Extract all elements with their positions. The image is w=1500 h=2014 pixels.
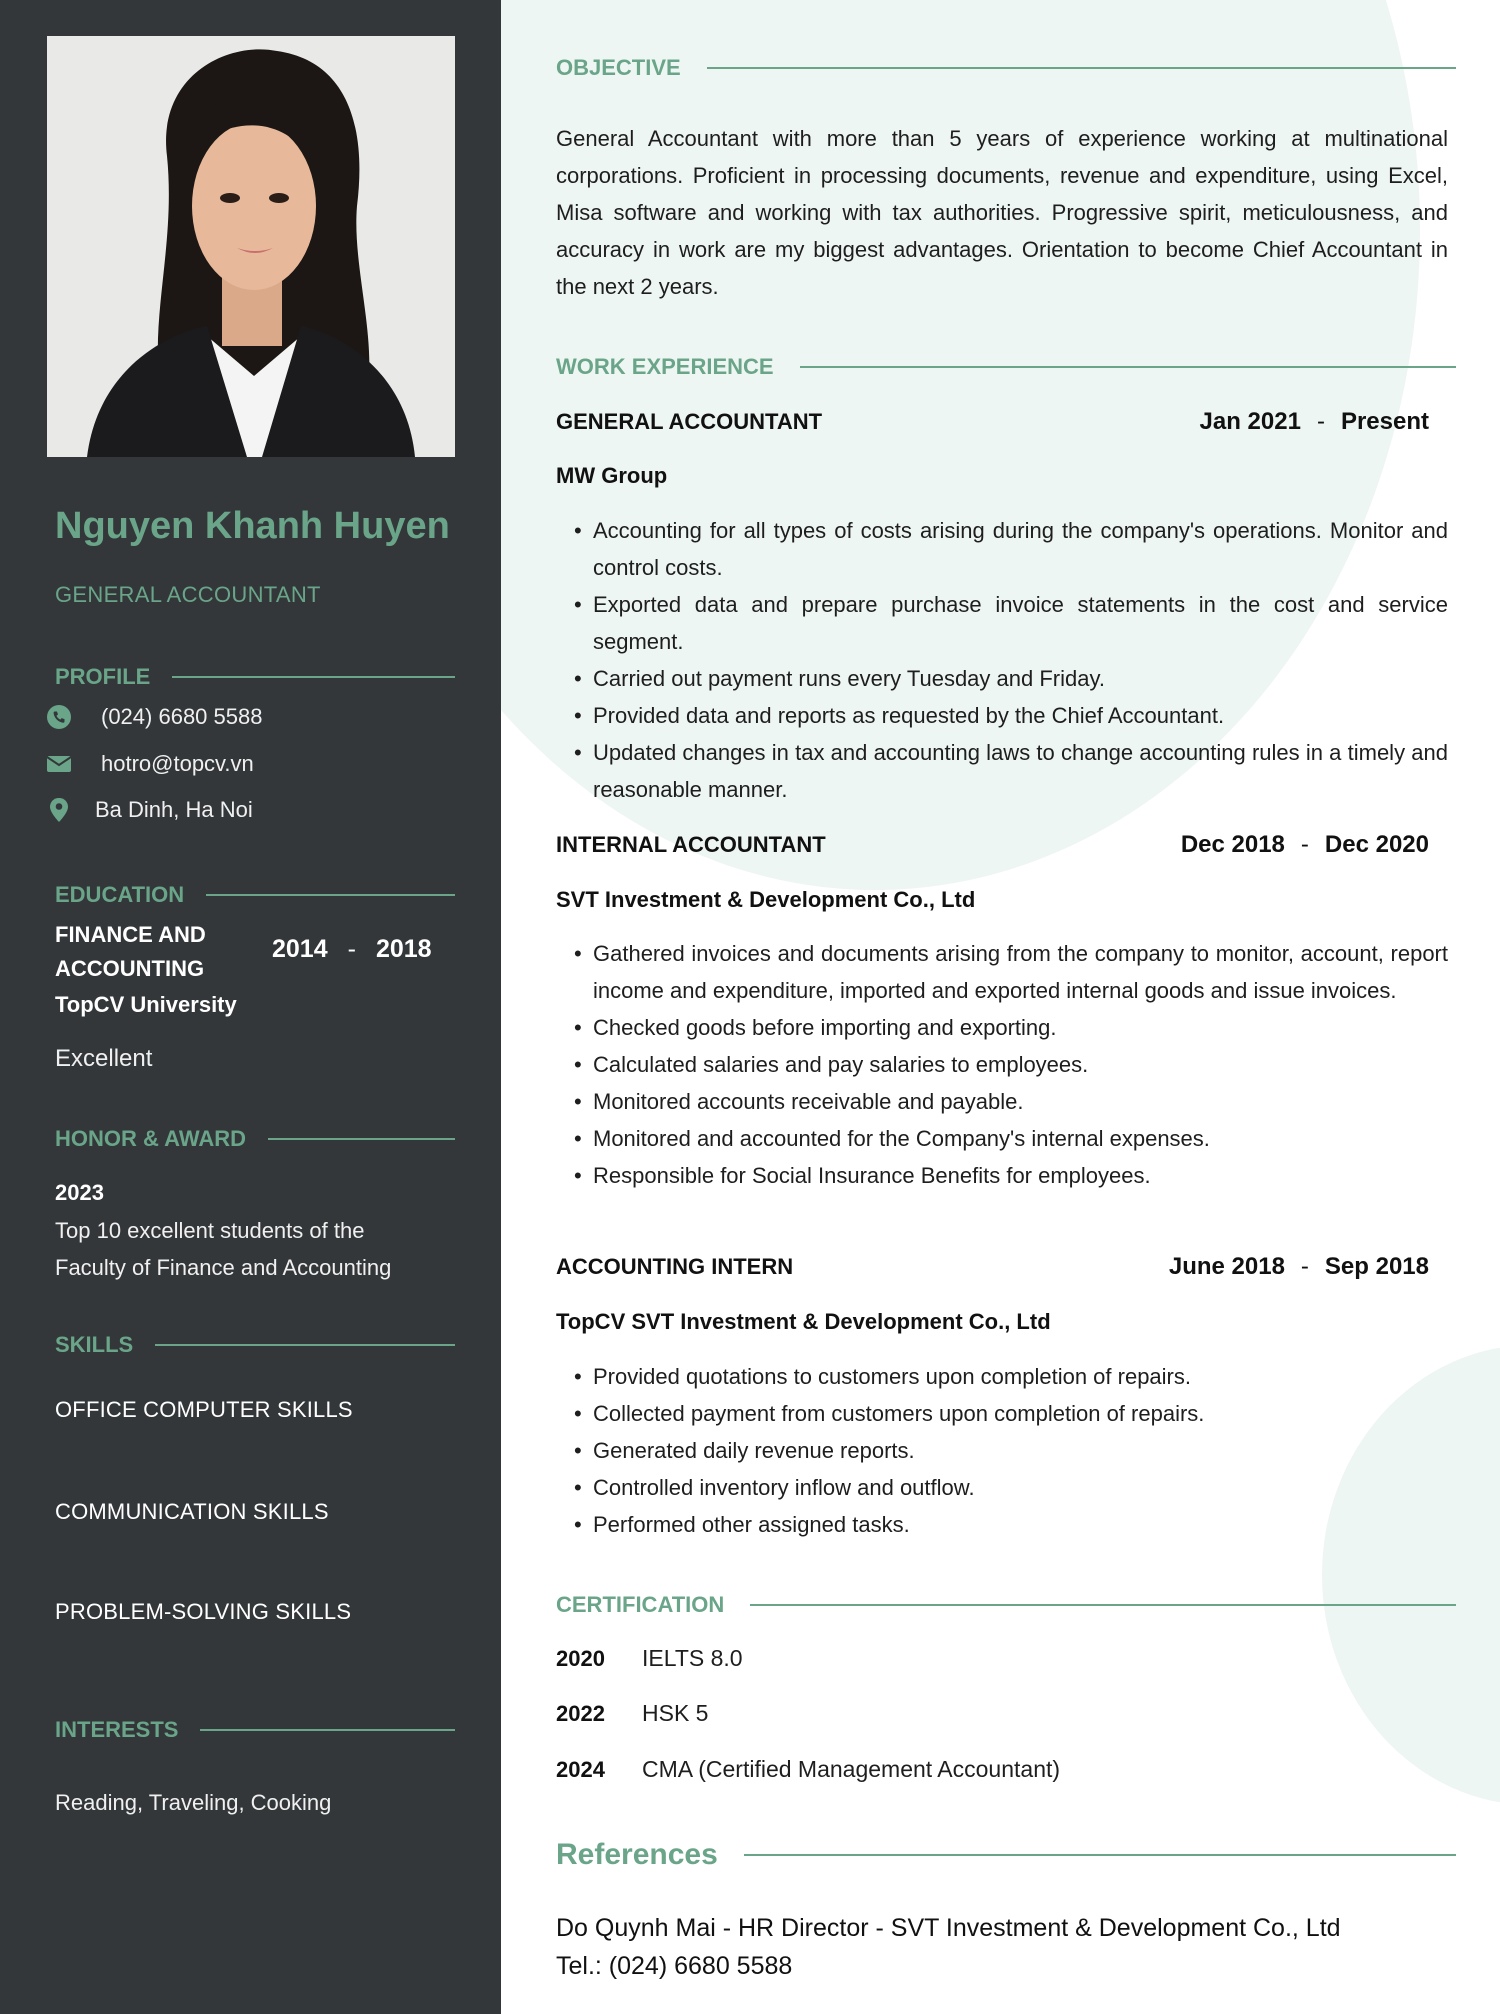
skills-heading [55, 1332, 455, 1358]
education-major: FINANCE AND ACCOUNTING [55, 922, 206, 981]
education-heading-text: EDUCATION [55, 882, 185, 907]
job-dates [1169, 1253, 1429, 1281]
award-year: 2023 [55, 1180, 104, 1205]
education-school: TopCV University [55, 992, 237, 1017]
list-item: • Performed other assigned tasks. [574, 1506, 1448, 1543]
skill-item: PROBLEM-SOLVING SKILLS [55, 1599, 352, 1624]
date-separator: - [1300, 1253, 1309, 1280]
education-end: 2018 [375, 935, 432, 963]
location-pin-icon [45, 796, 73, 824]
objective-heading-text: OBJECTIVE [556, 55, 681, 80]
certification-year: 2020 [556, 1646, 605, 1671]
reference-phone: Tel.: (024) 6680 5588 [556, 1952, 793, 1980]
list-item: • Calculated salaries and pay salaries to employees. [574, 1046, 1448, 1083]
list-item: • Generated daily revenue reports. [574, 1432, 1448, 1469]
divider [750, 1604, 1456, 1606]
divider [206, 894, 455, 896]
job-dates [1181, 831, 1429, 859]
job-company: MW Group [556, 463, 668, 488]
certification-heading-text: CERTIFICATION [556, 1592, 725, 1617]
certification-item [556, 1645, 743, 1672]
interests-text: Reading, Traveling, Cooking [55, 1790, 332, 1815]
job-duties [574, 1358, 1448, 1543]
list-item: • Responsible for Social Insurance Benefits for employees. [574, 1157, 1448, 1194]
list-item: • Carried out payment runs every Tuesday and Friday. [574, 660, 1448, 697]
job-start: Jan 2021 [1199, 408, 1301, 435]
divider [707, 67, 1456, 69]
education-start: 2014 [272, 935, 328, 963]
divider [172, 676, 455, 678]
objective-heading [556, 55, 1456, 81]
address-text: Ba Dinh, Ha Noi [95, 797, 253, 822]
job-end: Dec 2020 [1324, 831, 1429, 858]
job-company: TopCV SVT Investment & Development Co., Ltd [556, 1309, 1051, 1334]
certification-year: 2022 [556, 1701, 605, 1726]
experience-heading-text: WORK EXPERIENCE [556, 354, 774, 379]
references-heading [556, 1838, 1456, 1872]
list-item: • Accounting for all types of costs arising during the company's operations. Monitor and control costs. [574, 512, 1448, 586]
list-item: • Checked goods before importing and exporting. [574, 1009, 1448, 1046]
list-item: • Monitored accounts receivable and payable. [574, 1083, 1448, 1120]
main-content [501, 0, 1500, 2014]
job-title: INTERNAL ACCOUNTANT [556, 832, 826, 857]
profile-heading [55, 664, 455, 690]
date-separator: - [347, 935, 356, 963]
education-years [272, 935, 432, 964]
divider [744, 1854, 1456, 1856]
candidate-title: GENERAL ACCOUNTANT [55, 582, 321, 607]
experience-heading [556, 354, 1456, 380]
mail-icon [45, 750, 73, 778]
contact-email [45, 750, 254, 778]
phone-text: (024) 6680 5588 [101, 704, 263, 729]
job-company: SVT Investment & Development Co., Ltd [556, 887, 976, 912]
candidate-name: Nguyen Khanh Huyen [55, 505, 450, 547]
job-dates [1200, 408, 1429, 436]
sidebar [0, 0, 501, 2014]
divider [200, 1729, 455, 1731]
list-item: • Updated changes in tax and accounting laws to change accounting rules in a timely and reasonable manner. [574, 734, 1448, 808]
list-item: • Exported data and prepare purchase invoice statements in the cost and service segment. [574, 586, 1448, 660]
divider [268, 1138, 455, 1140]
date-separator: - [1316, 408, 1325, 435]
list-item: • Provided data and reports as requested by the Chief Accountant. [574, 697, 1448, 734]
contact-phone [45, 703, 262, 731]
education-grade: Excellent [55, 1045, 153, 1072]
list-item: • Controlled inventory inflow and outflow. [574, 1469, 1448, 1506]
job-duties [574, 935, 1448, 1194]
certification-name: IELTS 8.0 [642, 1645, 743, 1671]
skill-item: OFFICE COMPUTER SKILLS [55, 1397, 353, 1422]
email-text: hotro@topcv.vn [101, 751, 254, 776]
award-description: Top 10 excellent students of the Faculty of Finance and Accounting [55, 1218, 392, 1280]
objective-text: General Accountant with more than 5 years of experience working at multinational corporations. Proficient in processing documents, revenue and expenditure, using Excel, Misa software and working with tax authorities. Progressive spirit, meticulousness, and accuracy in work are my biggest advantages. Orientation to become Chief Accountant in the next 2 years. [556, 126, 1448, 299]
references-heading-text: References [556, 1838, 718, 1871]
skill-item: COMMUNICATION SKILLS [55, 1499, 329, 1524]
certification-item [556, 1700, 708, 1727]
divider [800, 366, 1456, 368]
job-end: Present [1340, 408, 1429, 435]
interests-heading [55, 1717, 455, 1743]
divider [155, 1344, 455, 1346]
certification-year: 2024 [556, 1757, 605, 1782]
certification-item [556, 1756, 1060, 1783]
job-title: ACCOUNTING INTERN [556, 1254, 794, 1279]
job-end: Sep 2018 [1324, 1253, 1429, 1280]
contact-address [45, 796, 253, 824]
job-start: June 2018 [1168, 1253, 1285, 1280]
list-item: • Collected payment from customers upon completion of repairs. [574, 1395, 1448, 1432]
list-item: • Provided quotations to customers upon completion of repairs. [574, 1358, 1448, 1395]
award-heading [55, 1126, 455, 1152]
date-separator: - [1300, 831, 1309, 858]
award-heading-text: HONOR & AWARD [55, 1126, 247, 1151]
list-item: • Monitored and accounted for the Company's internal expenses. [574, 1120, 1448, 1157]
profile-photo [47, 36, 455, 457]
list-item: • Gathered invoices and documents arising from the company to monitor, account, report income and expenditure, imported and exported internal goods and issue invoices. [574, 935, 1448, 1009]
reference-person: Do Quynh Mai - HR Director - SVT Investment & Development Co., Ltd [556, 1914, 1341, 1942]
certification-name: HSK 5 [642, 1700, 709, 1726]
certification-name: CMA (Certified Management Accountant) [642, 1756, 1061, 1782]
job-start: Dec 2018 [1180, 831, 1285, 858]
job-title: GENERAL ACCOUNTANT [556, 409, 823, 434]
certification-heading [556, 1592, 1456, 1618]
profile-heading-text: PROFILE [55, 664, 151, 689]
job-duties [574, 512, 1448, 808]
phone-icon [45, 703, 73, 731]
skills-heading-text: SKILLS [55, 1332, 134, 1357]
education-heading [55, 882, 455, 908]
interests-heading-text: INTERESTS [55, 1717, 179, 1742]
